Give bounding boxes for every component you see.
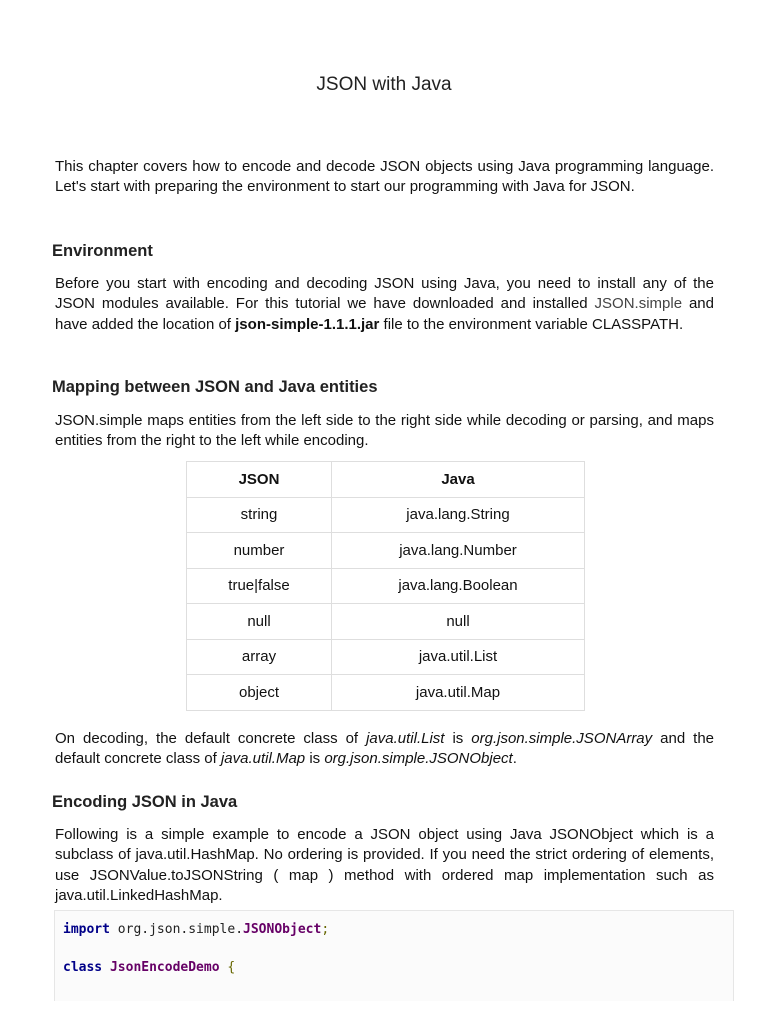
code-class: JsonEncodeDemo [102,960,220,975]
java-type-cell: java.lang.Boolean [332,568,585,604]
class-name: java.util.Map [220,750,306,768]
json-type-cell: number [187,533,332,569]
code-punct: ; [321,922,330,937]
json-type-cell: object [187,675,332,711]
decoding-paragraph [55,729,714,770]
encoding-heading: Encoding JSON in Java [52,793,238,811]
mapping-table [186,461,585,711]
encoding-paragraph: Following is a simple example to encode a JSON object using Java JSONObject which is a subclass of java.util.HashMap. No ordering is provided. If you need the strict ordering of elements, use JSONValue.toJSONString ( map ) method with ordered map implementation such as java.util.LinkedHashMap. [55,826,714,904]
json-type-cell: null [187,604,332,640]
decoding-text: is [305,750,325,768]
class-name: org.json.simple.JSONArray [471,730,653,747]
code-keyword: import [63,922,110,937]
page-title: JSON with Java [316,74,452,95]
decoding-text: On decoding, the default concrete class of [55,730,367,747]
table-row [187,568,585,604]
json-type-cell: string [187,497,332,533]
table-row [187,497,585,533]
java-type-cell: null [332,604,585,640]
code-keyword: class [63,960,103,975]
decoding-text: . [512,750,517,768]
code-class: JSONObject [243,922,322,937]
java-type-cell: java.lang.Number [332,533,585,569]
jar-filename: json-simple-1.1.1.jar [235,315,380,333]
json-simple-link[interactable]: JSON.simple [594,295,683,313]
java-type-cell: java.util.Map [332,675,585,711]
java-type-cell: java.lang.String [332,497,585,533]
code-line [63,960,235,975]
json-type-cell: true|false [187,568,332,604]
intro-paragraph: This chapter covers how to encode and decode JSON objects using Java programming language. Let's start with preparing the environment to start our programming with Java for JSON. [55,158,714,196]
header-json: JSON [187,462,332,498]
table-row [187,533,585,569]
mapping-heading: Mapping between JSON and Java entities [52,378,378,396]
code-punct: { [219,960,236,975]
java-type-cell: java.util.List [332,639,585,675]
mapping-paragraph: JSON.simple maps entities from the left side to the right side while decoding or parsing, and maps entities from the right to the left while encoding. [55,412,714,450]
code-line [63,922,329,937]
code-block [54,910,734,1001]
table-row [187,675,585,711]
code-text: org.json.simple. [109,922,244,937]
table-header-row [187,462,585,498]
class-name: java.util.List [366,730,445,747]
environment-paragraph [55,274,714,335]
class-name: org.json.simple.JSONObject [324,750,513,768]
table-row [187,604,585,640]
environment-text: Before you start with encoding and decoding JSON using Java, you need to install any of the JSON modules available. For this tutorial we have downloaded and installed [55,275,714,313]
environment-heading: Environment [52,242,153,260]
json-type-cell: array [187,639,332,675]
environment-text: and have added the location of [55,295,714,333]
environment-text: file to the environment variable CLASSPATH. [379,315,684,333]
decoding-text: and the default concrete class of [55,730,715,768]
table-row [187,639,585,675]
decoding-text: is [444,730,472,747]
header-java: Java [332,462,585,498]
